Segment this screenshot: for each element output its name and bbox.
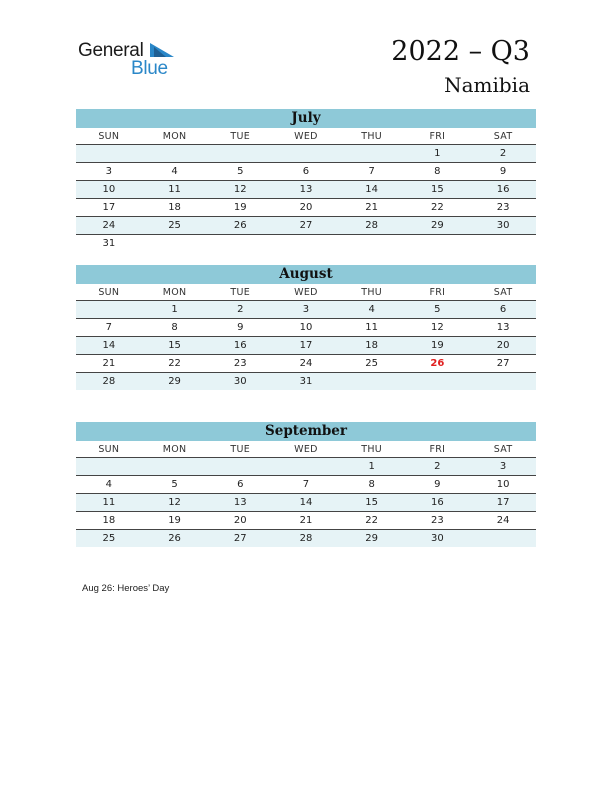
day-cell: 10 [76,181,142,199]
day-cell: 30 [207,373,273,391]
country-subtitle: Namibia [444,73,530,97]
weekday-label: SAT [470,441,536,458]
month-header: August [76,265,536,284]
day-cell: 21 [76,355,142,373]
day-cell: 5 [405,301,471,319]
day-cell: 26 [142,530,208,548]
weekday-label: WED [273,128,339,145]
empty-day-cell [207,235,273,253]
weekday-row [76,284,536,301]
week-row [76,301,536,319]
day-cell: 19 [405,337,471,355]
day-cell: 16 [470,181,536,199]
day-cell: 17 [470,494,536,512]
weekday-label: THU [339,284,405,301]
week-row [76,163,536,181]
day-cell: 14 [76,337,142,355]
day-cell: 13 [273,181,339,199]
day-cell: 3 [273,301,339,319]
day-cell: 20 [207,512,273,530]
day-cell: 9 [470,163,536,181]
day-cell: 25 [142,217,208,235]
weekday-label: WED [273,441,339,458]
week-row [76,181,536,199]
weekday-label: SAT [470,284,536,301]
day-cell: 11 [339,319,405,337]
day-cell: 15 [142,337,208,355]
empty-day-cell [207,458,273,476]
day-cell: 28 [273,530,339,548]
day-cell: 21 [339,199,405,217]
day-cell: 29 [405,217,471,235]
month-august [76,265,536,390]
day-cell: 8 [142,319,208,337]
day-cell: 16 [207,337,273,355]
day-cell: 2 [207,301,273,319]
day-cell: 1 [339,458,405,476]
empty-day-cell [76,145,142,163]
day-cell: 28 [339,217,405,235]
empty-day-cell [273,458,339,476]
day-cell: 30 [405,530,471,548]
day-cell: 22 [405,199,471,217]
empty-day-cell [405,235,471,253]
day-cell: 12 [405,319,471,337]
weekday-label: MON [142,441,208,458]
day-cell: 25 [339,355,405,373]
holiday-note: Aug 26: Heroes’ Day [82,583,170,594]
week-row [76,512,536,530]
day-cell: 8 [339,476,405,494]
empty-day-cell [470,235,536,253]
weekday-label: THU [339,441,405,458]
day-cell: 4 [76,476,142,494]
month-september [76,422,536,547]
weekday-label: WED [273,284,339,301]
page-title: 2022 – Q3 [391,36,530,67]
month-grid [76,441,536,547]
empty-day-cell [76,458,142,476]
empty-day-cell [470,530,536,548]
holiday-notes [82,583,169,594]
day-cell: 13 [470,319,536,337]
day-cell: 27 [207,530,273,548]
day-cell: 15 [339,494,405,512]
week-row [76,373,536,391]
weekday-label: SUN [76,128,142,145]
day-cell: 29 [142,373,208,391]
month-header: September [76,422,536,441]
day-cell: 31 [102,238,116,249]
week-row [76,235,536,253]
weekday-label: FRI [405,284,471,301]
weekday-label: SAT [470,128,536,145]
weekday-row [76,441,536,458]
month-grid [76,128,536,252]
week-row [76,530,536,548]
week-row [76,355,536,373]
empty-day-cell [405,373,471,391]
day-cell: 23 [405,512,471,530]
day-cell: 4 [339,301,405,319]
weekday-label: MON [142,128,208,145]
day-cell: 13 [207,494,273,512]
day-cell: 30 [470,217,536,235]
empty-day-cell [273,235,339,253]
day-cell: 21 [273,512,339,530]
day-cell: 17 [76,199,142,217]
day-cell: 18 [142,199,208,217]
empty-day-cell [339,145,405,163]
day-cell: 28 [76,373,142,391]
weekday-label: THU [339,128,405,145]
weekday-label: TUE [207,284,273,301]
week-row [76,145,536,163]
day-cell: 24 [76,217,142,235]
week-row [76,337,536,355]
empty-day-cell [470,373,536,391]
day-cell: 23 [470,199,536,217]
day-cell: 7 [76,319,142,337]
day-cell: 6 [273,163,339,181]
week-row [76,217,536,235]
day-cell: 9 [207,319,273,337]
day-cell: 5 [207,163,273,181]
day-cell: 17 [273,337,339,355]
empty-day-cell [142,458,208,476]
week-row [76,199,536,217]
empty-day-cell [142,235,208,253]
day-cell: 19 [142,512,208,530]
weekday-label: MON [142,284,208,301]
day-cell: 23 [207,355,273,373]
day-cell: 1 [405,145,471,163]
logo-word-blue: Blue [131,58,168,79]
day-cell: 18 [76,512,142,530]
day-cell: 14 [273,494,339,512]
weekday-label: SUN [76,284,142,301]
week-row [76,494,536,512]
day-cell: 2 [405,458,471,476]
day-cell: 24 [273,355,339,373]
month-grid [76,284,536,390]
week-row [76,476,536,494]
day-cell: 3 [470,458,536,476]
day-cell: 26 [207,217,273,235]
holiday-day-cell: 26 [405,355,471,373]
month-july [76,109,536,252]
day-cell: 22 [142,355,208,373]
day-cell: 20 [273,199,339,217]
weekday-row [76,128,536,145]
empty-day-cell [207,145,273,163]
day-cell: 6 [207,476,273,494]
empty-day-cell [339,373,405,391]
day-cell: 18 [339,337,405,355]
logo-word-general: General [78,40,144,61]
day-cell: 31 [273,373,339,391]
day-cell: 10 [273,319,339,337]
logo-triangle-icon [148,43,176,59]
day-cell: 9 [405,476,471,494]
weekday-label: SUN [76,441,142,458]
month-header: July [76,109,536,128]
day-cell: 29 [339,530,405,548]
empty-day-cell [142,145,208,163]
weekday-label: TUE [207,441,273,458]
day-cell: 25 [76,530,142,548]
day-cell: 7 [273,476,339,494]
empty-day-cell [339,235,405,253]
day-cell: 16 [405,494,471,512]
day-cell: 1 [142,301,208,319]
empty-day-cell [273,145,339,163]
week-row [76,458,536,476]
day-cell: 10 [470,476,536,494]
day-cell: 8 [405,163,471,181]
day-cell: 20 [470,337,536,355]
week-row [76,319,536,337]
day-cell: 24 [470,512,536,530]
day-cell: 12 [207,181,273,199]
weekday-label: TUE [207,128,273,145]
day-cell: 11 [76,494,142,512]
day-cell: 27 [470,355,536,373]
day-cell: 11 [142,181,208,199]
day-cell: 3 [76,163,142,181]
day-cell: 5 [142,476,208,494]
day-cell: 7 [339,163,405,181]
day-cell: 12 [142,494,208,512]
empty-day-cell [76,301,142,319]
day-cell: 15 [405,181,471,199]
logo [78,40,188,80]
day-cell: 19 [207,199,273,217]
day-cell: 22 [339,512,405,530]
day-cell: 4 [142,163,208,181]
day-cell: 27 [273,217,339,235]
weekday-label: FRI [405,441,471,458]
weekday-label: FRI [405,128,471,145]
day-cell: 2 [470,145,536,163]
day-cell: 6 [470,301,536,319]
day-cell: 14 [339,181,405,199]
